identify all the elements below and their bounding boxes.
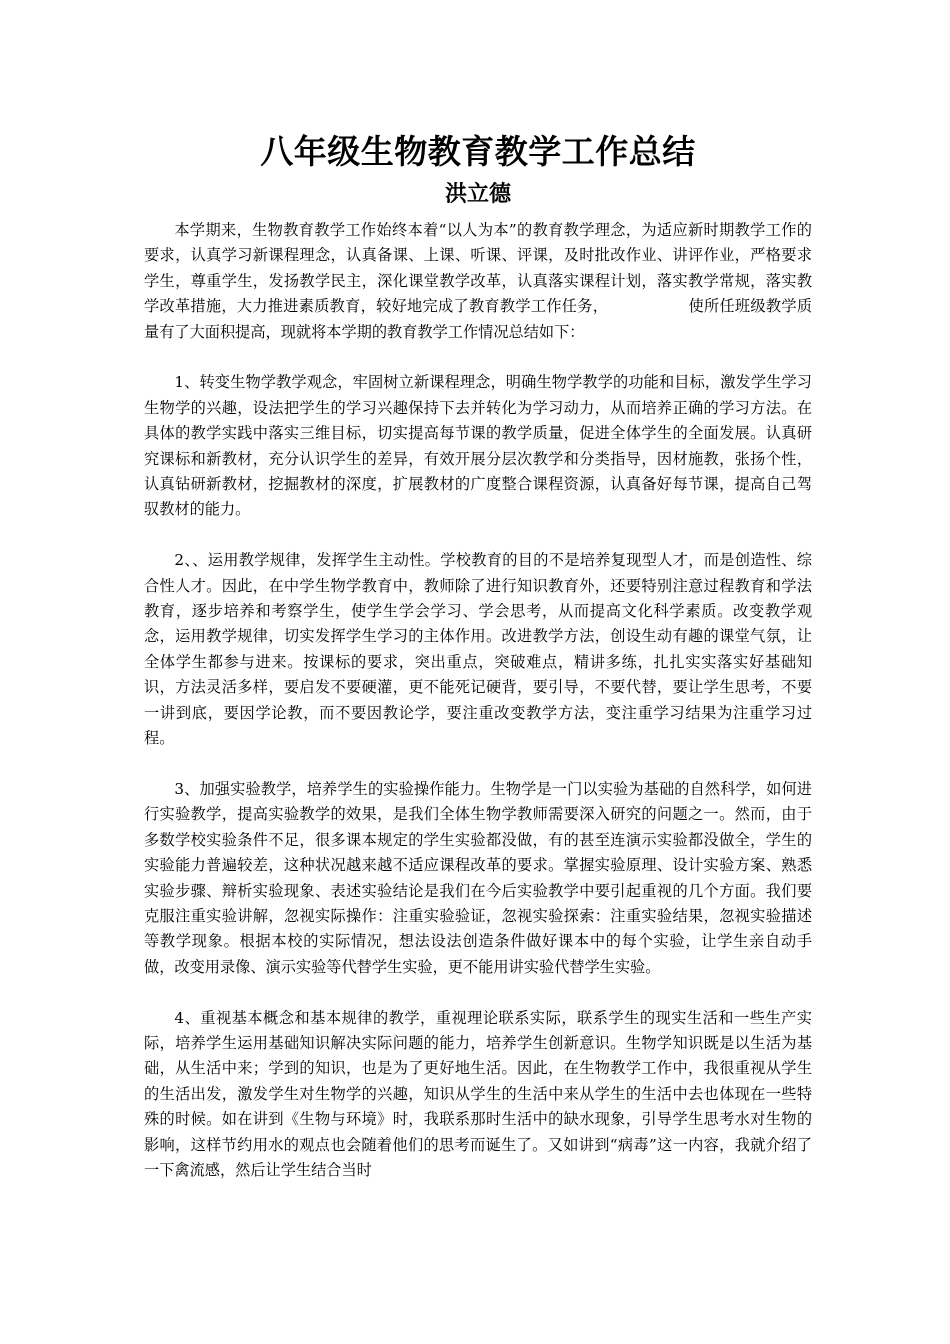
intro-text-part1: 本学期来，生物教育教学工作始终本着“以人为本”的教育教学理念，为适应新时期教学工作的要求，认真学习新课程理念，认真备课、上课、听课、评课，及时批改作业、讲评作业，严格要求学生，尊重学生，发扬教学民主，深化课堂教学改革，认真落实课程计划，落实教学常规，落实教学改革措施，大力推进素质教育，较好地完成了教育教学工作任务， — [144, 221, 812, 316]
intro-text-part2: 使所任班级教学质量有了大面积提高，现就将本学期的教育教学工作情况总结如下： — [144, 297, 813, 341]
body-paragraph-4: 4、重视基本概念和基本规律的教学，重视理论联系实际，联系学生的现实生活和一些生产实际，培养学生运用基础知识解决实际问题的能力，培养学生创新意识。生物学知识既是以生活为基础，从生活中来；学到的知识，也是为了更好地生活。因此，在生物教学工作中，我很重视从学生的生活出发，激发学生对生物学的兴趣，知识从学生的生活中来从学生的生活中去也体现在一些特殊的时候。如在讲到《生物与环境》时，我联系那时生活中的缺水现象，引导学生思考水对生物的影响，这样节约用水的观点也会随着他们的思考而诞生了。又如讲到“病毒”这一内容，我就介绍了一下禽流感，然后让学生结合当时 — [144, 1008, 812, 1179]
paragraph-gap — [144, 752, 812, 777]
paragraph-gap — [144, 523, 812, 548]
intro-paragraph — [144, 218, 812, 345]
document-title: 八年级生物教育教学工作总结 — [260, 132, 696, 171]
paragraph-gap — [144, 980, 812, 1005]
paragraph-gap — [144, 345, 812, 370]
body-paragraph-2: 2、、运用教学规律，发挥学生主动性。学校教育的目的不是培养复现型人才，而是创造性、综合性人才。因此，在中学生物学教育中，教师除了进行知识教育外，还要特别注意过程教育和学法教育，逐步培养和考察学生，使学生学会学习、学会思考，从而提高文化科学素质。改变教学观念，运用教学规律，切实发挥学生学习的主体作用。改进教学方法，创设生动有趣的课堂气氛，让全体学生都参与进来。按课标的要求，突出重点，突破难点，精讲多练，扎扎实实落实好基础知识，方法灵活多样，要启发不要硬灌，更不能死记硬背，要引导，不要代替，要让学生思考，不要一讲到底，要因学论教，而不要因教论学，要注重改变教学方法，变注重学习结果为注重学习过程。 — [144, 551, 812, 748]
author-name: 洪立德 — [444, 181, 511, 207]
body-paragraph-3: 3、加强实验教学，培养学生的实验操作能力。生物学是一门以实验为基础的自然科学，如何进行实验教学，提高实验教学的效果，是我们全体生物学教师需要深入研究的问题之一。然而，由于多数学校实验条件不足，很多课本规定的学生实验都没做，有的甚至连演示实验都没做全，学生的实验能力普遍较差，这种状况越来越不适应课程改革的要求。掌握实验原理、设计实验方案、熟悉实验步骤、辩析实验现象、表述实验结论是我们在今后实验教学中要引起重视的几个方面。我们要克服注重实验讲解，忽视实际操作：注重实验验证，忽视实验探索：注重实验结果，忽视实验描述等教学现象。根据本校的实际情况，想法设法创造条件做好课本中的每个实验，让学生亲自动手做，改变用录像、演示实验等代替学生实验，更不能用讲实验代替学生实验。 — [144, 779, 812, 976]
body-paragraph-1: 1、转变生物学教学观念，牢固树立新课程理念，明确生物学教学的功能和目标，激发学生学习生物学的兴趣，设法把学生的学习兴趣保持下去并转化为学习动力，从而培养正确的学习方法。在具体的教学实践中落实三维目标，切实提高每节课的教学质量，促进全体学生的全面发展。认真研究课标和新教材，充分认识学生的差异，有效开展分层次教学和分类指导，因材施教，张扬个性，认真钻研新教材，挖掘教材的深度，扩展教材的广度整合课程资源，认真备好每节课，提高自己驾驭教材的能力。 — [144, 373, 812, 519]
document-page — [144, 128, 812, 1183]
